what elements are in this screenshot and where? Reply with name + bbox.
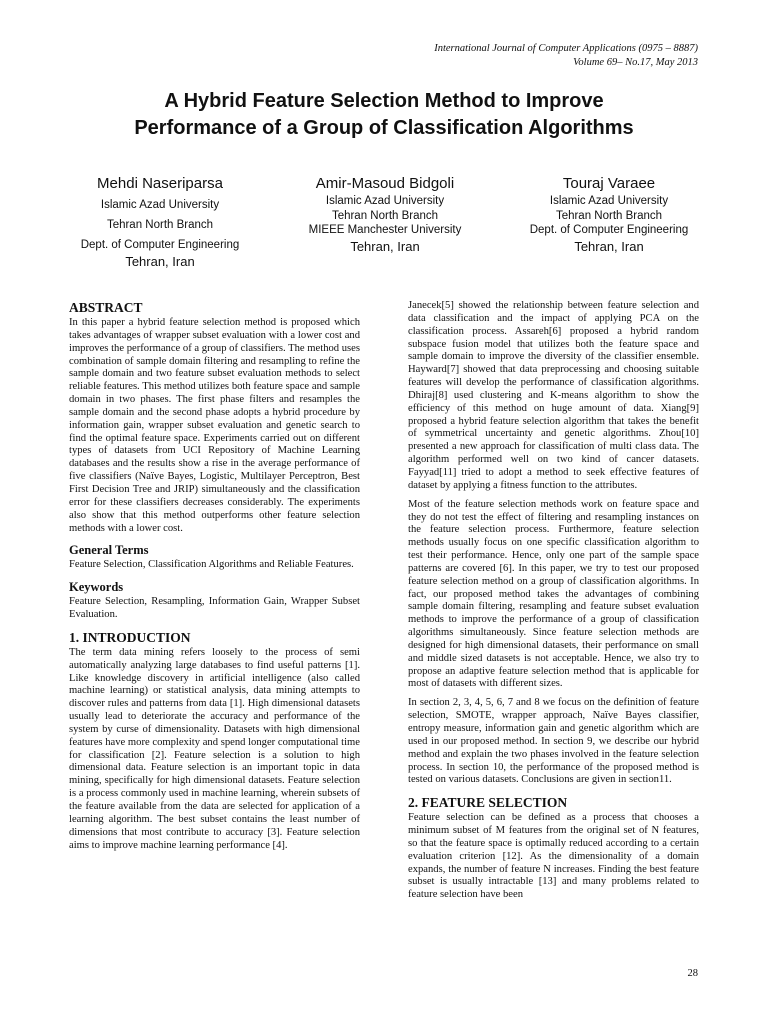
motivation-paragraph: Most of the feature selection methods work on feature space and they do not test the effect of filtering and resampling instances on the feature selection process. Furthermore, feature selection methods usually focus on one specific classification algorithm to test their performance. Hence, only one part of the sample space patterns are covered [6]. In this paper, we try to test our proposed feature selection method on a group of classification algorithms. In fact, our proposed method takes the advantages of combining sample domain filtering, resampling and feature subset evaluation methods to improve the performance of a group of classification algorithms simultaneously. Since feature selection methods are designed for high dimensional datasets, their performance on small and middle sized datasets is not acceptable. Hence, we also try to propose an adaptive feature selection method that is applicable for most of datasets with different sizes. — [408, 498, 699, 690]
author-affiliation: Islamic Azad University — [325, 195, 445, 207]
author-affiliation: Islamic Azad University — [549, 195, 669, 207]
left-column — [69, 300, 360, 858]
author-affiliation: Tehran North Branch — [331, 209, 439, 222]
general-terms-text: Feature Selection, Classification Algorithms and Reliable Features. — [69, 559, 354, 571]
author-affiliation: Tehran North Branch — [106, 219, 214, 231]
author-affiliation: Dept. of Computer Engineering — [529, 224, 689, 236]
outline-paragraph: In section 2, 3, 4, 5, 6, 7 and 8 we focus on the definition of feature selection, SMOTE, wrapper approach, Naïve Bayes classifier, entropy measure, information gain and genetic algorithm which are used in our proposed method. In section 9, we describe our hybrid method and explain the two phases involved in the feature selection process. In section 10, the performance of the proposed method is tested on various datasets. Conclusions are given in section11. — [408, 697, 699, 786]
paper-title — [0, 88, 768, 142]
author-name: Mehdi Naseriparsa — [97, 175, 223, 192]
journal-name: International Journal of Computer Applications (0975 – 8887) — [434, 43, 698, 54]
author-affiliation: MIEEE Manchester University — [308, 224, 462, 236]
author-affiliation: Islamic Azad University — [100, 199, 220, 211]
introduction-text: The term data mining refers loosely to the process of semi automatically analyzing large databases to find useful patterns [1]. Like knowledge discovery in artificial intelligence (also called machine learning) or statistical analysis, data mining attempts to discover rules and patterns from data [1]. High dimensional datasets usually lead to deteriorate the accuracy and performance of the system by curse of dimensionality. Datasets with high dimensional features have more complexity and spend longer computational time for classification [2]. Feature selection is a solution to high dimensional data. Feature selection is an important topic in data mining, specifically for high dimensional datasets. Feature selection is a process commonly used in machine learning, wherein subsets of the feature available from the data are selected for application of a learning algorithm. The best subset contains the least number of dimensions that most contribute to accuracy [3]. Feature selection aims to improve machine learning performance [4]. — [69, 646, 360, 851]
abstract-text: In this paper a hybrid feature selection method is proposed which takes advantages of wrapper subset evaluation with a lower cost and improves the performance of a group of classifiers. The method uses combination of sample domain filtering and resampling to refine the sample domain and two feature subset evaluation methods to select reliable features. This method utilizes both feature space and sample domain in two phases. The first phase filters and resamples the sample domain and the second phase adopts a hybrid procedure by information gain, wrapper subset evaluation and genetic search to find the optimal feature space. Experiments carried out on different types of datasets from UCI Repository of Machine Learning databases and the results show a rise in the average performance of five classifiers (Naïve Bayes, Logistic, Multilayer Perceptron, Best First Decision Tree and JRIP) simultaneously and the classification error for these classifiers decreases considerably. The experiments also show that this method outperforms other feature selection methods with a lower cost. — [69, 317, 360, 534]
author-affiliation: Tehran North Branch — [555, 209, 663, 222]
author-2 — [270, 174, 500, 256]
author-city: Tehran, Iran — [574, 238, 644, 254]
keywords-text: Feature Selection, Resampling, Information Gain, Wrapper Subset Evaluation. — [69, 596, 360, 621]
author-name: Amir-Masoud Bidgoli — [315, 175, 455, 192]
feature-selection-heading: 2. FEATURE SELECTION — [408, 795, 568, 811]
abstract-heading: ABSTRACT — [69, 300, 143, 315]
author-city: Tehran, Iran — [350, 238, 420, 254]
page-number: 28 — [687, 968, 698, 979]
feature-selection-text: Feature selection can be defined as a process that chooses a minimum subset of M features from the original set of N features, so that the feature space is optimally reduced according to a certain evaluation criterion [12]. As the dimensionality of a domain expands, the number of feature N increases. Finding the best feature subset is usually intractable [13] and many problems related to feature selection have been — [408, 812, 699, 901]
author-city: Tehran, Iran — [125, 254, 195, 269]
related-work-paragraph: Janecek[5] showed the relationship between feature selection and data classification and the impact of applying PCA on the classification process. Assareh[6] proposed a hybrid random subspace fusion model that utilizes both the feature space and sample domain to improve the diversity of the classifier ensemble. Hayward[7] showed that data preprocessing and choosing suitable features will develop the performance of classification algorithms. Dhiraj[8] used clustering and K-means algorithm to show the efficiency of this method on huge amount of data. Xiang[9] proposed a hybrid feature selection algorithm that takes the benefit of symmetrical uncertainty and genetic algorithms. Zhou[10] presented a new approach for classification of multi class data. The algorithm performed well on two kind of cancer datasets. Fayyad[11] tried to adopt a method to seek effective features of dataset by applying a fitness function to the attributes. — [408, 300, 699, 491]
author-1 — [45, 174, 275, 269]
general-terms-heading: General Terms — [69, 543, 149, 558]
journal-volume: Volume 69– No.17, May 2013 — [573, 57, 698, 68]
introduction-heading: 1. INTRODUCTION — [69, 629, 191, 645]
keywords-heading: Keywords — [69, 580, 124, 595]
title-line-1: A Hybrid Feature Selection Method to Improve — [164, 90, 604, 112]
right-column — [408, 300, 699, 908]
author-3 — [494, 174, 724, 256]
author-name: Touraj Varaee — [562, 175, 656, 192]
title-line-2: Performance of a Group of Classification Algorithms — [134, 117, 634, 139]
author-affiliation: Dept. of Computer Engineering — [80, 239, 240, 251]
